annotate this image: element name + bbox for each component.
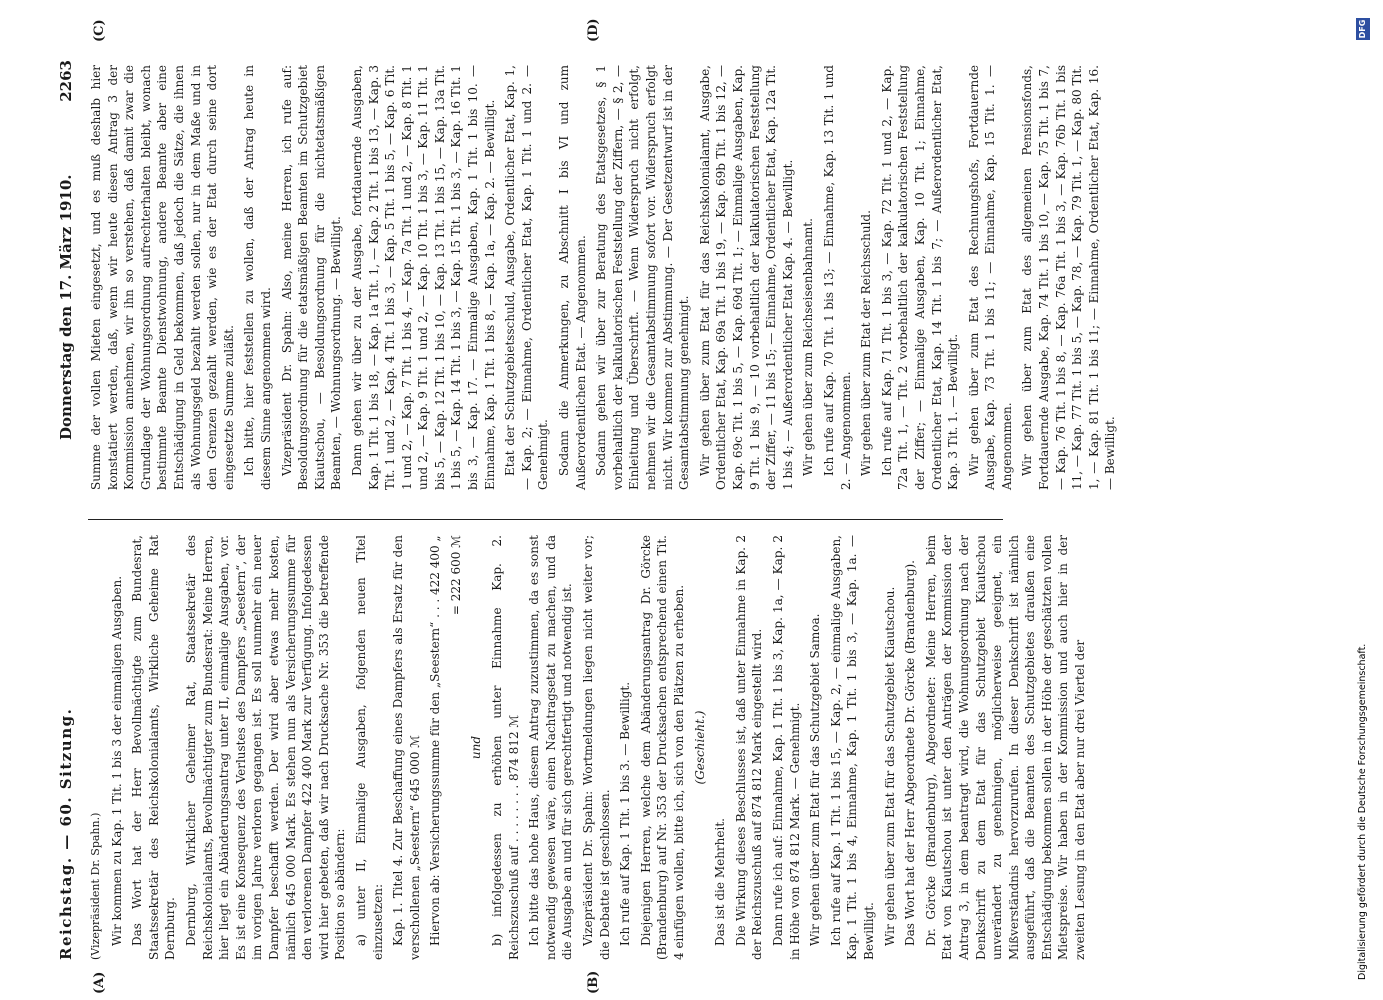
paragraph: Dann gehen wir über zu der Ausgabe, fortdauernde Ausgaben, Kap. 1 Tit. 1 bis 18, — Kap. 1a Tit. 1, — Kap. 2 Tit. 1 bis 13, — Kap. 3 Tit. 1 und 2, — Kap. 4 Tit. 1 bis 3, — Kap. 5 Tit. 1 bis 5, — Kap. 6 Tit. 1 und 2, — Kap. 7 Tit. 1 bis 4, — Kap. 7a Tit. 1 und 2, — Kap. 8 Tit. 1 und 2, — Kap. 9 Tit. 1 und 2, — Kap. 10 Tit. 1 bis 3, — Kap. 11 Tit. 1 bis 5, — Kap. 12 Tit. 1 bis 10, — Kap. 13 Tit. 1 bis 15, — Kap. 13a Tit. 1 bis 5, — Kap. 14 Tit. 1 bis 3, — Kap. 15 Tit. 1 bis 3, — Kap. 16 Tit. 1 bis 3, — Kap. 17. — Einmalige Ausgaben, Kap. 1 Tit. 1 bis 10. — Einnahme, Kap. 1 Tit. 1 bis 8, — Kap. 1a, — Kap. 2. — Bewilligt. <box>349 65 497 490</box>
paragraph: Wir gehen über zum Etat für das Reichskolonialamt, Ausgabe, Ordentlicher Etat, Kap. 69a Tit. 1 bis 19, — Kap. 69b Tit. 1 bis 12, — Kap. 69c Tit. 1 bis 5, — Kap. 69d Tit. 1; — Einmalige Ausgaben, Kap. 9 Tit. 1 bis 9, — 10 vorbehaltlich der kalkulatorischen Feststellung der Ziffer, — 11 bis 15; — Einnahme, Ordentlicher Etat, Kap. 12a Tit. 1 bis 4; — Außerordentlicher Etat Kap. 4. — Bewilligt. <box>697 65 795 490</box>
left-column <box>88 535 1093 960</box>
paragraph: Vizepräsident Dr. Spahn: Wortmeldungen liegen nicht weiter vor; die Debatte ist geschlossen. <box>581 535 612 960</box>
paragraph: Wir gehen über zum Etat der Reichsschuld. <box>859 210 874 476</box>
paragraph: Hiervon ab: Versicherungssumme für den „Seestern“ . . . 422 400 „ <box>428 535 443 946</box>
page-header <box>57 60 83 960</box>
paragraph: b) infolgedessen zu erhöhen unter Einnahme Kap. 2. Reichszuschuß auf . . . . . . . . 874 812 ℳ <box>490 535 521 960</box>
paragraph: Wir gehen über zum Etat für das Schutzgebiet Kiautschou. <box>882 586 897 946</box>
paragraph: Ich rufe auf Kap. 1 Tit. 1 bis 15, — Kap. 2, — einmalige Ausgaben, Kap. 1 Tit. 1 bis 4, Einnahme, Kap. 1 Tit. 1 bis 3, — Kap. 1a. — Bewilligt. <box>828 535 876 960</box>
paragraph: Sodann gehen wir über zur Beratung des Etatsgesetzes, § 1 vorbehaltlich der kalkulatorischen Feststellung der Ziffern, — § 2, — Einleitung und Überschrift. — Wenn Widerspruch nicht erfolgt, nehmen wir die Gesamtabstimmung sofort vor. Widerspruch erfolgt nicht. Wir kommen zur Abstimmung. — Der Gesetzentwurf ist in der Gesamtabstimmung genehmigt. <box>594 65 692 490</box>
speaker-note: (Vizepräsident Dr. Spahn.) <box>89 812 102 960</box>
right-column <box>88 65 1123 490</box>
sum-amount: = 222 600 ℳ <box>448 535 463 616</box>
margin-letter-b: (B) <box>586 970 601 994</box>
paragraph: Ich rufe auf Kap. 70 Tit. 1 bis 13; — Einnahme, Kap. 13 Tit. 1 und 2. — Angenommen. <box>821 65 853 490</box>
margin-letter-d: (D) <box>586 18 601 42</box>
paragraph: Das Wort hat der Herr Abgeordnete Dr. Görcke (Brandenburg). <box>903 560 918 946</box>
sum-line <box>448 535 465 960</box>
paragraph: Das Wort hat der Herr Bevollmächtigte zum Bundesrat, Staatssekretär des Reichskolonialamts, Wirkliche Geheime Rat Dernburg. <box>130 535 178 960</box>
paragraph: Dann rufe ich auf: Einnahme, Kap. 1 Tit. 1 bis 3, Kap. 1a, — Kap. 2 in Höhe von 874 812 Mark. — Genehmigt. <box>770 535 802 960</box>
header-date: Donnerstag den 17. März 1910. <box>57 174 75 440</box>
paragraph: Wir gehen über zum Reichseisenbahnamt. <box>801 218 816 476</box>
paragraph: Kap. 1. Titel 4. Zur Beschaffung eines Dampfers als Ersatz für den verschollenen „Seestern“ 645 000 ℳ <box>391 535 422 960</box>
page-number: 2263 <box>57 60 75 102</box>
paragraph: Diejenigen Herren, welche dem Abänderungsantrag Dr. Görcke (Brandenburg) auf Nr. 353 der Drucksachen entsprechend einen Tit. 4 einfügen wollen, bitte ich, sich von den Plätzen zu erheben. <box>638 535 686 960</box>
header-left: Reichstag. — 60. Sitzung. <box>57 707 75 960</box>
paragraph: Ich rufe auf Kap. 71 Tit. 1 bis 3, — Kap. 72 Tit. 1 und 2, — Kap. 72a Tit. 1, — Tit. 2 vorbehaltlich der kalkulatorischen Feststellung der Ziffer; — Einmalige Ausgaben, Kap. 10 Tit. 1; Einnahme, Ordentlicher Etat, Kap. 14 Tit. 1 bis 7; — Außerordentlicher Etat, Kap. 3 Tit. 1. — Bewilligt. <box>879 65 961 490</box>
paragraph: Wir gehen über zum Etat des allgemeinen Pensionsfonds, Fortdauernde Ausgabe, Kap. 74 Tit. 1 bis 10, — Kap. 75 Tit. 1 bis 7, — Kap. 76 Tit. 1 bis 8, — Kap. 76a Tit. 1 bis 3, — Kap. 76b Tit. 1 bis 11, — Kap. 77 Tit. 1 bis 5, — Kap. 78, — Kap. 79 Tit. 1, — Kap. 80 Tit. 1, — Kap. 81 Tit. 1 bis 11; — Einnahme, Ordentlicher Etat, Kap. 16. — Bewilligt. <box>1020 65 1118 490</box>
paragraph: Vizepräsident Dr. Spahn: Also, meine Herren, ich rufe auf: Besoldungsordnung für die etatsmäßigen Beamten im Schutzgebiet Kiautschou, — Besoldungsordnung für die nichtetatsmäßigen Beamten, — Wohnungsordnung. — Bewilligt. <box>279 65 344 490</box>
paragraph: (Geschieht.) <box>692 710 707 785</box>
paragraph: Dr. Görcke (Brandenburg), Abgeordneter: Meine Herren, beim Etat von Kiautschou ist unter den Anträgen der Kommission der Antrag 3, in dem beantragt wird, die Wohnungsordnung nach der Denkschrift zu dem Etat für das Schutzgebiet Kiautschou unverändert zu genehmigen, möglicherweise geeignet, ein Mißverständnis hervorzurufen. In dieser Denkschrift ist nämlich ausgeführt, daß die Beamten des Schutzgebietes draußen eine Entschädigung bekommen sollen in der Höhe der geschätzten vollen Mietspreise. Wir haben in der Kommission und auch hier in der zweiten Lesung in den Etat aber nur drei Viertel der <box>923 535 1088 960</box>
paragraph: Wir gehen über zum Etat für das Schutzgebiet Samoa. <box>808 613 823 946</box>
margin-letter-c: (C) <box>92 19 107 42</box>
column-divider <box>88 519 1003 520</box>
paragraph: Ich rufe auf Kap. 1 Tit. 1 bis 3. — Bewilligt. <box>618 681 633 946</box>
margin-letter-a: (A) <box>92 971 107 994</box>
paragraph: Etat der Schutzgebietsschuld, Ausgabe, Ordentlicher Etat, Kap. 1, — Kap. 2; — Einnahme, Ordentlicher Etat, Kap. 1 Tit. 1 und 2. — Genehmigt. <box>503 65 551 490</box>
paragraph: Die Wirkung dieses Beschlusses ist, daß unter Einnahme in Kap. 2 der Reichszuschuß auf 874 812 Mark eingestellt wird. <box>733 535 765 960</box>
digitization-note: Digitalisierung gefördert durch die Deutsche Forschungsgemeinschaft. <box>1357 643 1368 980</box>
paragraph: Wir gehen über zum Etat des Rechnungshofs, Fortdauernde Ausgabe, Kap. 73 Tit. 1 bis 11; — Einnahme, Kap. 15 Tit. 1. — Angenommen. <box>966 65 1014 490</box>
paragraph: Dernburg, Wirklicher Geheimer Rat, Staatssekretär des Reichskolonialamts, Bevollmächtigter zum Bundesrat: Meine Herren, hier liegt ein Abänderungsantrag unter II, einmalige Ausgaben, vor. Es ist eine Konsequenz des Verlustes des Dampfers „Seestern“, der im vorigen Jahre verloren gegangen ist. Es soll nunmehr ein neuer Dampfer beschafft werden. Der wird aber etwas mehr kosten, nämlich 645 000 Mark. Es stehen nun als Versicherungssumme für den verlorenen Dampfer 422 400 Mark zur Verfügung. Infolgedessen wird hier gebeten, daß wir nach Drucksache Nr. 353 die betreffende Position so abändern: <box>183 535 348 960</box>
dfg-logo: DFG <box>1356 18 1370 40</box>
paragraph: und <box>469 735 484 760</box>
paragraph: Ich bitte, hier feststellen zu wollen, daß der Antrag heute in diesem Sinne angenommen wird. <box>242 65 273 490</box>
paragraph: Summe der vollen Mieten eingesetzt, und es muß deshalb hier konstatiert werden, daß, wenn wir heute diesen Antrag 3 der Kommission annehmen, wir ihn so verstehen, daß damit zwar die Grundlage der Wohnungsordnung aufrechterhalten bleibt, wonach bestimmte Beamte Dienstwohnung, andere Beamte aber eine Entschädigung in Geld bekommen, daß jedoch die Sätze, die ihnen als Wohnungsgeld bezahlt werden sollen, nur in dem Maße und in den Grenzen gezahlt werden, wie es der Etat durch seine dort eingesetzte Summe zuläßt. <box>89 65 236 490</box>
paragraph: a) unter II, Einmalige Ausgaben, folgenden neuen Titel einzusetzen: <box>353 535 385 960</box>
paragraph: Ich bitte das hohe Haus, diesem Antrag zuzustimmen, da es sonst notwendig gewesen wäre, einen Nachtragsetat zu machen, und da die Ausgabe an und für sich gerechtfertigt und notwendig ist. <box>527 535 575 960</box>
paragraph: Sodann die Anmerkungen, zu Abschnitt I bis VI und zum Außerordentlichen Etat. — Angenommen. <box>557 65 588 490</box>
paragraph: Wir kommen zu Kap. 1 Tit. 1 bis 3 der einmaligen Ausgaben. <box>109 575 124 946</box>
paragraph: Das ist die Mehrheit. <box>713 818 728 946</box>
